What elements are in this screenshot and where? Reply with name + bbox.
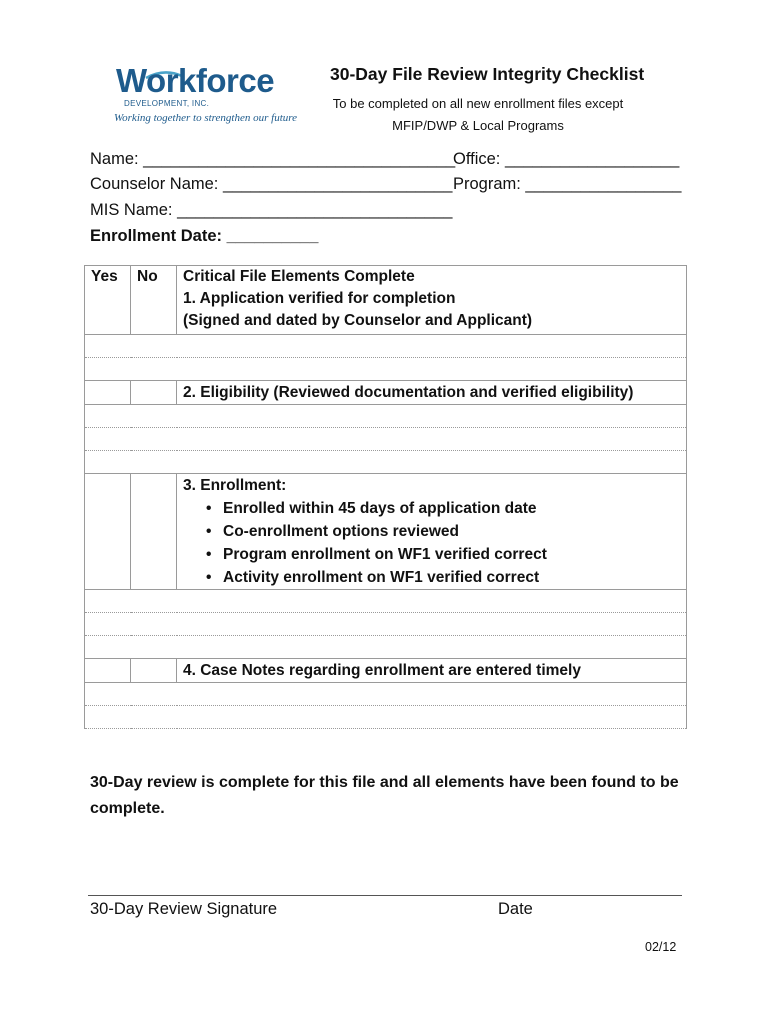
date-label: Date [498,900,533,918]
item-3-no-cell[interactable] [131,474,177,590]
item-4-no-cell[interactable] [131,659,177,683]
blank-cell[interactable] [85,636,687,659]
logo-tagline: Working together to strengthen our future [114,112,298,124]
bullet-icon: • [206,546,212,563]
mis-name-field[interactable]: MIS Name: ______________________________ [90,201,453,219]
item-4-row [85,659,687,683]
blank-cell[interactable] [85,613,687,636]
blank-cell[interactable] [85,405,687,428]
bullet-item [206,520,680,543]
blank-row[interactable] [85,613,687,636]
item-3-title: 3. Enrollment: [183,477,287,494]
blank-row[interactable] [85,405,687,428]
blank-row[interactable] [85,428,687,451]
page-title: 30-Day File Review Integrity Checklist [330,64,645,84]
bullet-item [206,497,680,520]
blank-row[interactable] [85,451,687,474]
subtitle-line-1: To be completed on all new enrollment files except [332,96,624,111]
logo-subtitle: DEVELOPMENT, INC. [124,99,210,108]
item-2-yes-cell[interactable] [85,381,131,405]
item-1-line-2: (Signed and dated by Counselor and Applicant) [183,312,533,329]
bullet-text: Activity enrollment on WF1 verified correct [223,569,540,586]
signature-line[interactable] [88,895,682,896]
blank-cell[interactable] [85,358,687,381]
item-3-bullet-list [183,497,680,589]
page-subtitle [313,93,643,137]
blank-cell[interactable] [85,706,687,729]
col-elements-header [177,266,687,335]
bullet-icon: • [206,500,212,517]
blank-cell[interactable] [85,683,687,706]
name-field[interactable]: Name: __________________________________ [90,150,456,168]
blank-row[interactable] [85,358,687,381]
program-field[interactable]: Program: _________________ [453,175,682,193]
item-3-row [85,474,687,590]
bullet-item [206,566,680,589]
blank-row[interactable] [85,335,687,358]
bullet-text: Program enrollment on WF1 verified correct [223,546,547,563]
item-2-row [85,381,687,405]
blank-cell[interactable] [85,451,687,474]
item-1-line-1: 1. Application verified for completion [183,290,456,307]
form-code: 02/12 [645,940,677,954]
item-2-label: 2. Eligibility (Reviewed documentation and verified eligibility) [177,381,687,405]
item-4-yes-cell[interactable] [85,659,131,683]
logo-wordmark: Workforce [116,62,275,99]
enrollment-date-field[interactable]: Enrollment Date: __________ [90,227,319,245]
company-logo [108,62,308,128]
col-no-header: No [131,266,177,335]
item-2-no-cell[interactable] [131,381,177,405]
office-field[interactable]: Office: ___________________ [453,150,680,168]
item-3-content [177,474,687,590]
completion-statement: 30-Day review is complete for this file and all elements have been found to be complete. [90,774,679,817]
subtitle-line-2: MFIP/DWP & Local Programs [392,118,564,133]
blank-row[interactable] [85,706,687,729]
item-4-label: 4. Case Notes regarding enrollment are entered timely [177,659,687,683]
bullet-icon: • [206,569,212,586]
item-3-yes-cell[interactable] [85,474,131,590]
blank-cell[interactable] [85,428,687,451]
elements-header-label: Critical File Elements Complete [183,268,415,285]
blank-cell[interactable] [85,335,687,358]
bullet-text: Co-enrollment options reviewed [223,523,459,540]
blank-row[interactable] [85,590,687,613]
blank-row[interactable] [85,636,687,659]
counselor-name-field[interactable]: Counselor Name: _________________________ [90,175,453,193]
bullet-item [206,543,680,566]
bullet-text: Enrolled within 45 days of application date [223,500,537,517]
col-yes-header: Yes [85,266,131,335]
blank-cell[interactable] [85,590,687,613]
signature-label: 30-Day Review Signature [90,900,278,918]
checklist-table [84,265,687,729]
blank-row[interactable] [85,683,687,706]
table-header-row [85,266,687,335]
bullet-icon: • [206,523,212,540]
